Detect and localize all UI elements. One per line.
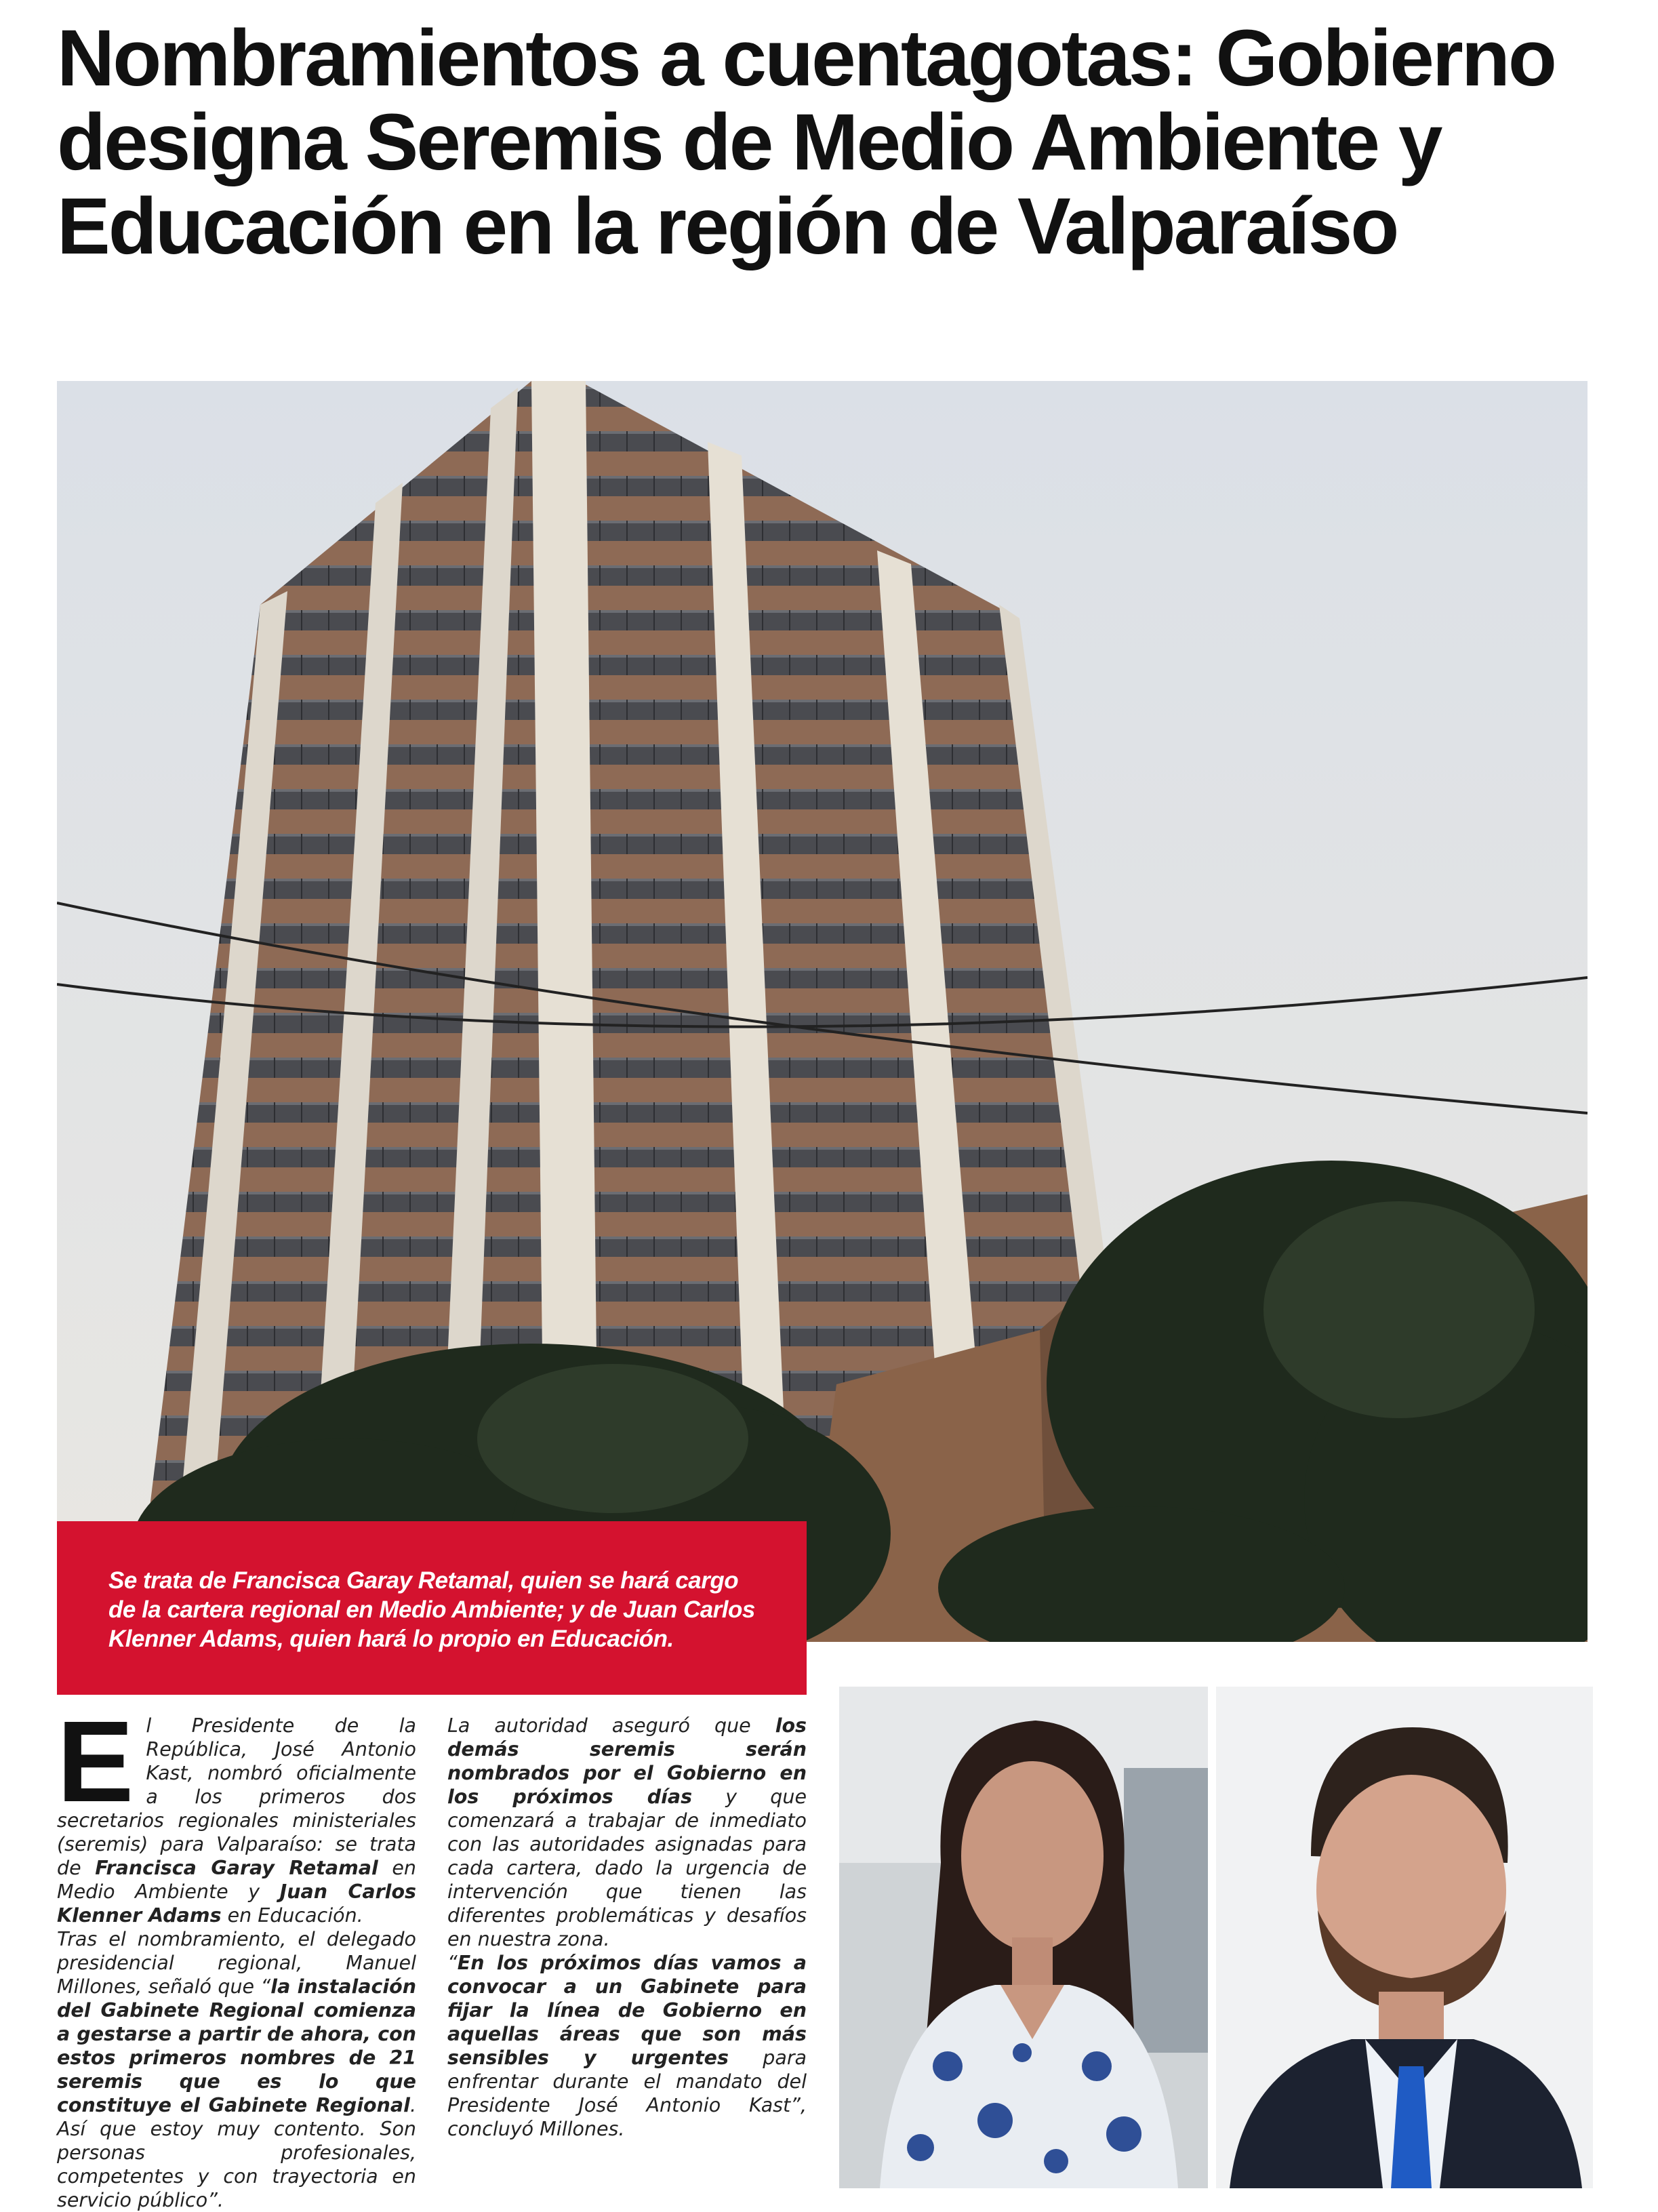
article-body [57, 1697, 834, 2211]
man-portrait-illustration [1216, 1687, 1593, 2188]
article-column-1 [57, 1697, 416, 2212]
text-run: “ [447, 1952, 458, 1974]
text-run: en Medio Ambiente y [57, 1857, 416, 1903]
article-column-2 [447, 1714, 807, 2141]
photo-caption-box [57, 1521, 807, 1695]
portrait-francisca-garay [839, 1687, 1208, 2188]
text-run: La autoridad aseguró que [447, 1714, 775, 1737]
building-illustration [57, 381, 1588, 1642]
article-paragraph-3 [447, 1714, 807, 1951]
text-run: . Así que estoy muy contento. Son personas profesionales, competentes y con trayectoria en servicio público”. [57, 2094, 416, 2211]
woman-portrait-illustration [839, 1687, 1208, 2188]
text-run: l Presidente de la República, José Antonio Kast, nombró oficialmente a los primeros dos secretarios regionales ministeriales (seremis) para Valparaíso: se trata de [57, 1714, 416, 1879]
photo-caption: Se trata de Francisca Garay Retamal, quien se hará cargo de la cartera regional en Medio Ambiente; y de Juan Carlos Klenner Adams, quien hará lo propio en Educación. [108, 1567, 755, 1652]
article-paragraph-2 [57, 1927, 416, 2212]
name-juan-carlos: Juan Carlos Klenner Adams [57, 1881, 416, 1927]
drop-cap: E [57, 1697, 134, 1826]
text-run: en Educación. [221, 1904, 363, 1927]
text-run: para enfrentar durante el mandato del Presidente José Antonio Kast”, concluyó Millones. [447, 2047, 807, 2140]
name-francisca: Francisca Garay Retamal [95, 1857, 378, 1879]
text-run: y que comenzará a trabajar de inmediato con las autoridades asignadas para cada cartera, dado la urgencia de intervención que tienen las diferentes problemáticas y desafíos en nuestra zona. [447, 1786, 807, 1950]
article-paragraph-4 [447, 1951, 807, 2141]
portrait-juan-carlos-klenner [1216, 1687, 1593, 2188]
text-run: Tras el nombramiento, el delegado presidencial regional, Manuel Millones, señaló que “ [57, 1928, 416, 1998]
headline: Nombramientos a cuentagotas: Gobierno designa Seremis de Medio Ambiente y Educación en la región de Valparaíso [57, 14, 1555, 271]
quote-bold: En los próximos días vamos a convocar a un Gabinete para fijar la línea de Gobierno en aquellas áreas que son más sensibles y urgentes [447, 1952, 807, 2069]
article-paragraph-1 [57, 1697, 416, 1927]
building-photo [57, 381, 1588, 1642]
quote-bold: la instalación del Gabinete Regional comienza a gestarse a partir de ahora, con estos primeros nombres de 21 seremis que es lo que constituye el Gabinete Regional [57, 1975, 416, 2116]
highlight-bold: los demás seremis serán nombrados por el Gobierno en los próximos días [447, 1714, 807, 1808]
